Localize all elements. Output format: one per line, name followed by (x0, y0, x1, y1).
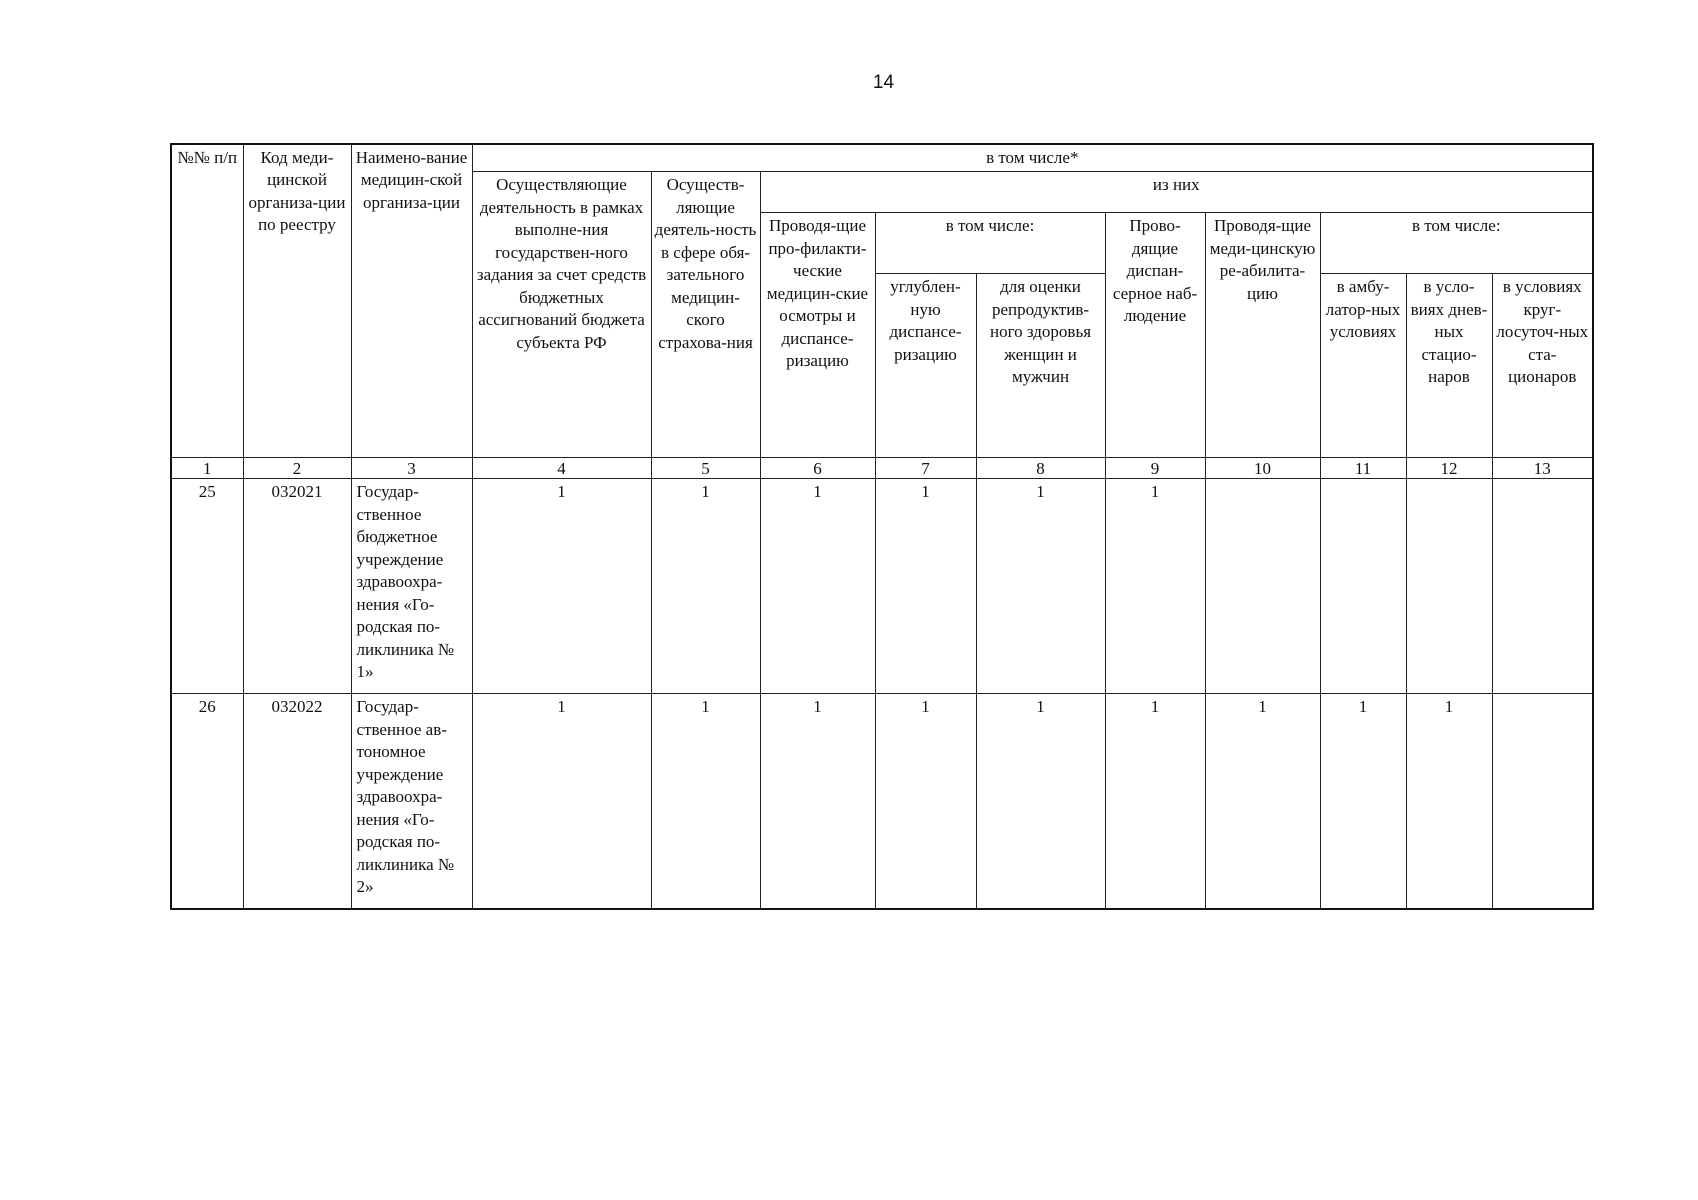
column-number: 10 (1205, 458, 1320, 479)
row-organization-name-text: Государ-ственное ав-тономное учреждение здравоохра-нения «Го-родская по-ликлиника № 2» (356, 697, 455, 896)
row-value: 1 (976, 479, 1105, 694)
row-value: 1 (875, 694, 976, 910)
row-value (1492, 479, 1593, 694)
column-number: 12 (1406, 458, 1492, 479)
row-organization-name-text: Государ-ственное бюджетное учреждение здравоохра-нения «Го-родская по-ликлиника № 1» (356, 482, 455, 681)
row-value (1406, 479, 1492, 694)
row-value: 1 (1105, 479, 1205, 694)
row-value: 1 (651, 479, 760, 694)
header-outpatient: в амбу-латор-ных условиях (1320, 274, 1406, 458)
row-value: 1 (1105, 694, 1205, 910)
header-prophylactic: Проводя-щие про-филакти-ческие медицин-ские осмотры и диспансе-ризацию (760, 213, 875, 458)
header-name: Наимено-вание медицин-ской организа-ции (351, 144, 472, 458)
row-organization-name (351, 479, 472, 694)
row-value: 1 (1406, 694, 1492, 910)
header-deep-dispensary: углублен-ную диспансе-ризацию (875, 274, 976, 458)
table-row (171, 479, 1593, 694)
header-num: №№ п/п (171, 144, 243, 458)
row-organization-name (351, 694, 472, 910)
row-value (1492, 694, 1593, 910)
row-value: 1 (875, 479, 976, 694)
row-value: 1 (976, 694, 1105, 910)
column-number: 8 (976, 458, 1105, 479)
row-value: 1 (472, 479, 651, 694)
header-group-incl-3: в том числе: (1320, 213, 1593, 274)
column-number: 1 (171, 458, 243, 479)
header-group-of-them: из них (760, 172, 1593, 213)
row-code: 032022 (243, 694, 351, 910)
row-value: 1 (760, 694, 875, 910)
header-row-1 (171, 144, 1593, 172)
row-code: 032021 (243, 479, 351, 694)
row-value: 1 (1205, 694, 1320, 910)
header-dispensary: Прово-дящие диспан-серное наб-людение (1105, 213, 1205, 458)
header-group-incl: в том числе* (472, 144, 1593, 172)
page-number: 14 (872, 72, 895, 93)
header-rehabilitation: Проводя-щие меди-цинскую ре-абилита-цию (1205, 213, 1320, 458)
header-group-incl-2: в том числе: (875, 213, 1105, 274)
column-number: 6 (760, 458, 875, 479)
row-value: 1 (1320, 694, 1406, 910)
column-number: 4 (472, 458, 651, 479)
row-number: 26 (171, 694, 243, 910)
header-reproductive: для оценки репродуктив-ного здоровья женщин и мужчин (976, 274, 1105, 458)
header-round-clock: в условиях круг-лосуточ-ных ста-ционаров (1492, 274, 1593, 458)
header-oms: Осуществ-ляющие деятель-ность в сфере обя-зательного медицин-ского страхова-ния (651, 172, 760, 458)
row-value: 1 (760, 479, 875, 694)
column-number: 13 (1492, 458, 1593, 479)
column-number: 3 (351, 458, 472, 479)
header-state-assignment: Осуществляющие деятельность в рамках выполне-ния государствен-ного задания за счет средств бюджетных ассигнований бюджета субъекта РФ (472, 172, 651, 458)
table-row (171, 694, 1593, 910)
column-number: 11 (1320, 458, 1406, 479)
row-value (1205, 479, 1320, 694)
column-number: 2 (243, 458, 351, 479)
row-value: 1 (651, 694, 760, 910)
header-code: Код меди-цинской организа-ции по реестру (243, 144, 351, 458)
row-value: 1 (472, 694, 651, 910)
column-number: 5 (651, 458, 760, 479)
row-value (1320, 479, 1406, 694)
column-number-row (171, 458, 1593, 479)
row-number: 25 (171, 479, 243, 694)
column-number: 9 (1105, 458, 1205, 479)
medical-organizations-table (170, 143, 1594, 910)
column-number: 7 (875, 458, 976, 479)
header-day-hospital: в усло-виях днев-ных стацио-наров (1406, 274, 1492, 458)
